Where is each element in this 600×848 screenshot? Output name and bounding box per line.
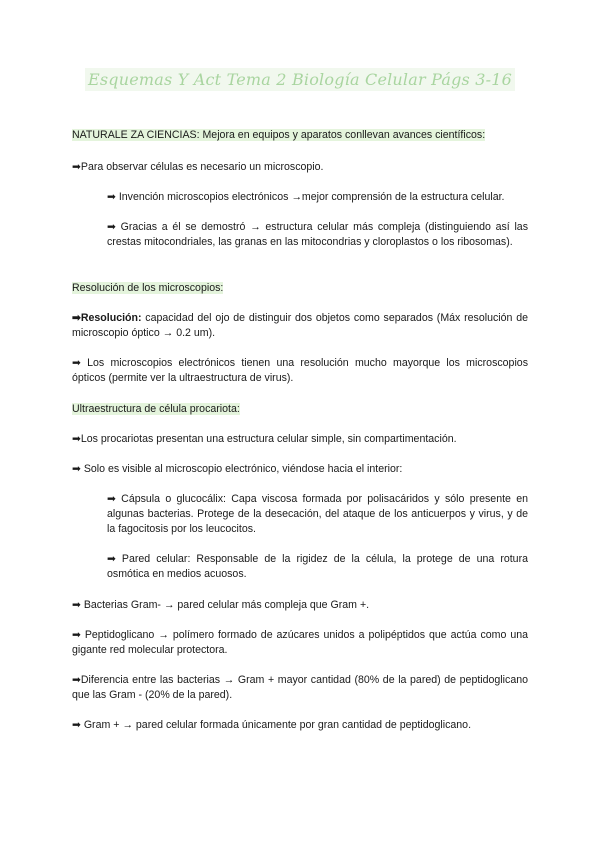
paragraph: ➡ Gram + → pared celular formada únicamente por gran cantidad de peptidoglicano.: [72, 719, 472, 731]
page-title: [0, 70, 600, 89]
paragraph: ➡Los procariotas presentan una estructura celular simple, sin compartimentación.: [72, 433, 457, 445]
page-title-text: Esquemas Y Act Tema 2 Biología Celular Págs 3-16: [85, 68, 515, 91]
paragraph: ➡ Bacterias Gram- → pared celular más compleja que Gram +.: [72, 599, 370, 611]
section-heading-resolucion: [72, 281, 528, 296]
paragraph: ➡ Solo es visible al microscopio electrónico, viéndose hacia el interior:: [72, 463, 403, 475]
heading-text: NATURALE ZA CIENCIAS: Mejora en equipos y aparatos conllevan avances científicos:: [72, 129, 486, 141]
paragraph-indented: ➡ Pared celular: Responsable de la rigidez de la célula, la protege de una rotura osmótica en medios acuosos.: [107, 553, 528, 580]
term-bold: ➡Resolución:: [72, 312, 142, 324]
section-heading-procariota: [72, 402, 528, 417]
paragraph: ➡Para observar células es necesario un microscopio.: [72, 161, 324, 173]
paragraph: ➡Diferencia entre las bacterias → Gram + mayor cantidad (80% de la pared) de peptidoglicano que las Gram - (20% de la pared).: [72, 674, 528, 701]
heading-text: Resolución de los microscopios:: [72, 282, 224, 294]
paragraph-indented: ➡ Gracias a él se demostró → estructura celular más compleja (distinguiendo así las crestas mitocondriales, las granas en las mitocondrias y cloroplastos o los ribosomas).: [107, 221, 528, 248]
paragraph-indented: ➡ Invención microscopios electrónicos →mejor comprensión de la estructura celular.: [107, 191, 505, 203]
paragraph: ➡ Peptidoglicano → polímero formado de azúcares unidos a polipéptidos que actúa como una gigante red molecular protectora.: [72, 629, 528, 656]
paragraph: [72, 311, 528, 341]
section-heading-naturaleza: [72, 128, 528, 143]
heading-text: Ultraestructura de célula procariota:: [72, 403, 240, 415]
term-definition: capacidad del ojo de distinguir dos objetos como separados (Máx resolución de microscopio óptico → 0.2 um).: [72, 312, 528, 339]
paragraph-indented: ➡ Cápsula o glucocálix: Capa viscosa formada por polisacáridos y sólo presente en algunas bacterias. Protege de la desecación, del ataque de los anticuerpos y virus, y de la fagocitosis por los leucocitos.: [107, 493, 528, 535]
paragraph: ➡ Los microscopios electrónicos tienen una resolución mucho mayorque los microscopios ópticos (permite ver la ultraestructura de virus).: [72, 357, 528, 384]
